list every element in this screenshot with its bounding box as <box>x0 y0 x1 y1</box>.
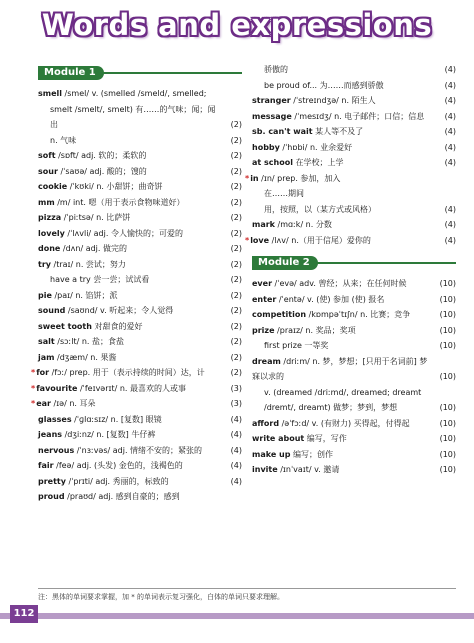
headword: fair <box>38 461 54 470</box>
headword: sound <box>38 306 66 315</box>
headword: lovely <box>38 228 65 238</box>
definition: /traɪ/ n. 尝试；努力 <box>50 259 126 269</box>
module-label: Module 1 <box>38 66 104 80</box>
headword: soft <box>38 151 56 160</box>
definition: 某人等不及了 <box>312 127 364 136</box>
definition: /praɪz/ n. 奖品；奖项 <box>274 325 356 335</box>
definition: /smel/ v. (smelled /smeld/, smelled; <box>62 89 207 98</box>
module-2-header <box>252 256 456 270</box>
definition: 对甜食的爱好 <box>91 321 143 331</box>
definition: /lʌv/ n.（用于信尾）爱你的 <box>269 235 371 245</box>
module-reference: (4) <box>230 445 242 455</box>
word-entry <box>38 195 242 211</box>
word-entry <box>38 102 242 133</box>
headword: favourite <box>36 383 78 393</box>
headword: in <box>250 173 259 183</box>
definition: have a try 尝一尝；试试看 <box>50 275 150 284</box>
module-reference: (10) <box>439 465 456 474</box>
headword: smell <box>38 89 63 98</box>
word-entry <box>38 303 242 319</box>
definition: /ˈlʌvli/ adj. 令人愉快的；可爱的 <box>64 228 183 238</box>
review-star-icon: * <box>245 173 250 183</box>
definition: /ˈevə/ adv. 曾经；从来；在任何时候 <box>272 279 407 288</box>
headword: message <box>252 111 292 121</box>
module-reference: (4) <box>230 476 242 486</box>
module-reference: (2) <box>230 151 242 160</box>
footer-divider <box>38 588 456 589</box>
definition: /ˈɡlɑːsɪz/ n. [复数] 眼镜 <box>71 414 162 424</box>
module-reference: (2) <box>230 306 242 315</box>
right-column <box>245 62 456 478</box>
definition: /feə/ adj. (头发) 金色的，浅褐色的 <box>53 461 183 470</box>
word-entry <box>38 164 242 180</box>
headword: for <box>36 368 50 377</box>
module-reference: (2) <box>230 244 242 253</box>
headword: done <box>38 244 61 253</box>
headword: proud <box>38 492 65 501</box>
left-entry-list <box>31 86 242 505</box>
definition: /ɪə/ n. 耳朵 <box>50 399 96 408</box>
headword: jam <box>38 352 55 362</box>
headword: mark <box>252 220 275 229</box>
headword: hobby <box>252 142 280 152</box>
module-reference: (10) <box>439 403 456 412</box>
definition: be proud of... 为……而感到骄傲 <box>264 80 384 90</box>
headword: ear <box>36 399 51 408</box>
definition: /ˈfeɪvərɪt/ n. 最喜欢的人或事 <box>77 383 187 393</box>
module-reference: (10) <box>439 310 456 319</box>
definition: /ˈentə/ v. (使) 参加 (使) 报名 <box>276 294 385 304</box>
headword: dream <box>252 356 281 366</box>
module-reference: (10) <box>439 279 456 288</box>
word-entry <box>245 233 456 249</box>
review-star-icon: * <box>31 368 36 377</box>
headword: at school <box>252 158 293 167</box>
module-label: Module 2 <box>252 256 318 270</box>
definition: 在……期间 <box>264 189 304 198</box>
definition: /m/ int. 嗯（用于表示食物味道好） <box>54 197 185 207</box>
module-reference: (2) <box>230 368 242 377</box>
module-reference: (4) <box>444 96 456 105</box>
page-title: Words and expressions <box>41 8 433 42</box>
headword: sweet tooth <box>38 321 92 331</box>
module-reference: (10) <box>439 434 456 443</box>
page-number: 112 <box>10 605 38 623</box>
definition: n. 气味 <box>50 135 77 145</box>
headword: pizza <box>38 213 62 222</box>
word-entry <box>38 443 242 459</box>
module-1-header <box>38 66 242 80</box>
headword: make up <box>252 449 291 459</box>
module-reference: (2) <box>230 259 242 269</box>
word-entry <box>252 276 456 292</box>
word-entry <box>252 140 456 156</box>
module-reference: (2) <box>230 135 242 145</box>
headword: love <box>250 235 270 245</box>
module-reference: (10) <box>439 449 456 459</box>
headword: pretty <box>38 476 66 486</box>
module-reference: (2) <box>230 275 242 284</box>
module-reference: (4) <box>230 461 242 470</box>
word-entry <box>38 334 242 350</box>
definition: /kɒmpəˈtɪʃn/ n. 比赛；竞争 <box>306 310 411 319</box>
module-reference: (2) <box>230 290 242 300</box>
word-entry <box>252 124 456 140</box>
definition: 用，按照，以（某方式或风格） <box>264 204 376 214</box>
definition: 在学校；上学 <box>292 158 344 167</box>
module-reference: (10) <box>439 418 456 428</box>
word-entry <box>252 338 456 354</box>
module-reference: (4) <box>444 204 456 214</box>
word-entry <box>252 385 456 416</box>
headword: salt <box>38 337 55 346</box>
word-entry <box>252 217 456 233</box>
word-entry <box>252 155 456 171</box>
module-reference: (4) <box>444 142 456 152</box>
headword: glasses <box>38 414 72 424</box>
module-reference: (4) <box>444 111 456 121</box>
module-reference: (4) <box>444 65 456 74</box>
module-reference: (2) <box>230 197 242 207</box>
definition: /əˈfɔːd/ v. (有财力) 买得起，付得起 <box>279 418 410 428</box>
definition: /dʒæm/ n. 果酱 <box>54 352 117 362</box>
word-entry <box>252 186 456 202</box>
headword: invite <box>252 465 278 474</box>
left-column <box>31 60 242 505</box>
definition: /dʒiːnz/ n. [复数] 牛仔裤 <box>62 430 156 439</box>
definition: /mɑːk/ n. 分数 <box>275 220 332 229</box>
definition: /ˈmesɪdʒ/ n. 电子邮件；口信；信息 <box>291 111 425 121</box>
definition: /ˈprɪti/ adj. 秀丽的，标致的 <box>65 476 169 486</box>
module-reference: (4) <box>230 414 242 424</box>
headword: sour <box>38 166 58 176</box>
definition: smelt /smelt/, smelt) 有……的气味；闻；闻出 <box>50 104 216 129</box>
headword: stranger <box>252 96 291 105</box>
word-entry <box>252 431 456 447</box>
definition: /ˈkʊki/ n. 小甜饼；曲奇饼 <box>67 182 163 191</box>
word-entry <box>38 226 242 242</box>
footer-note: 注：黑体的单词要求掌握，加 * 的单词表示复习强化，白体的单词只要求理解。 <box>38 593 284 601</box>
right-entry-list-top <box>245 62 456 248</box>
word-entry <box>38 474 242 490</box>
definition: 编写，写作 <box>304 434 347 443</box>
word-entry <box>252 109 456 125</box>
page-bar <box>0 605 474 623</box>
module-reference: (2) <box>230 120 242 129</box>
headword: jeans <box>38 430 63 439</box>
definition: 编写；创作 <box>290 449 334 459</box>
module-reference: (4) <box>444 80 456 90</box>
word-entry <box>38 210 242 226</box>
module-reference: (10) <box>439 341 456 350</box>
definition: /sɔːlt/ n. 盐；食盐 <box>54 337 124 346</box>
word-entry <box>38 179 242 195</box>
module-reference: (10) <box>439 325 456 335</box>
module-reference: (2) <box>230 213 242 222</box>
definition: /dʌn/ adj. 做完的 <box>60 244 127 253</box>
module-reference: (4) <box>230 430 242 439</box>
headword: nervous <box>38 445 75 455</box>
definition: /praʊd/ adj. 感到自豪的；感到 <box>64 492 180 501</box>
word-entry <box>38 489 242 505</box>
word-entry <box>252 292 456 308</box>
word-entry <box>252 202 456 218</box>
review-star-icon: * <box>245 235 250 245</box>
right-entry-list-bottom <box>252 276 456 478</box>
word-entry <box>252 62 456 78</box>
word-entry <box>252 323 456 339</box>
definition: /fɔː/ prep. 用于（表示持续的时间）达，计 <box>49 368 205 377</box>
word-entry <box>38 427 242 443</box>
definition: /ˈpiːtsə/ n. 比萨饼 <box>61 213 131 222</box>
word-entry <box>252 93 456 109</box>
module-reference: (2) <box>230 352 242 362</box>
module-reference: (4) <box>444 235 456 245</box>
definition: /ɪnˈvaɪt/ v. 邀请 <box>277 465 340 474</box>
definition: first prize 一等奖 <box>264 341 329 350</box>
word-entry <box>31 381 242 397</box>
review-star-icon: * <box>31 383 36 393</box>
module-reference: (10) <box>439 294 456 304</box>
module-reference: (2) <box>230 228 242 238</box>
word-entry <box>252 462 456 478</box>
word-entry <box>38 257 242 273</box>
headword: sb. can't wait <box>252 127 313 136</box>
word-entry <box>38 350 242 366</box>
definition: /driːm/ n. 梦，梦想；[只用于名词前] 梦寐以求的 <box>252 356 428 381</box>
headword: ever <box>252 279 273 288</box>
module-reference: (4) <box>444 127 456 136</box>
module-reference: (4) <box>444 158 456 167</box>
module-reference: (2) <box>230 166 242 176</box>
word-entry <box>38 272 242 288</box>
review-star-icon: * <box>31 399 36 408</box>
headword: enter <box>252 294 277 304</box>
module-reference: (3) <box>230 383 242 393</box>
headword: cookie <box>38 182 68 191</box>
word-entry <box>252 354 456 385</box>
page-bar-stripe <box>0 613 474 619</box>
definition: /ˈhɒbi/ n. 业余爱好 <box>279 142 353 152</box>
word-entry <box>38 458 242 474</box>
module-reference: (10) <box>439 372 456 381</box>
headword: try <box>38 259 51 269</box>
definition: v. (dreamed /driːmd/, dreamed; dreamt /dremt/, dreamt) 做梦；梦到，梦想 <box>264 387 422 412</box>
headword: pie <box>38 290 52 300</box>
word-entry <box>38 288 242 304</box>
definition: /ˈsaʊə/ adj. 酸的；馊的 <box>57 166 147 176</box>
word-entry <box>38 319 242 335</box>
definition: /ɪn/ prep. 参加，加入 <box>258 173 341 183</box>
word-entry <box>252 416 456 432</box>
module-reference: (2) <box>230 321 242 331</box>
headword: prize <box>252 325 275 335</box>
definition: /ˈnɜːvəs/ adj. 情绪不安的；紧张的 <box>74 445 203 455</box>
headword: write about <box>252 434 305 443</box>
definition: /saʊnd/ v. 听起来；令人觉得 <box>65 306 174 315</box>
definition: /sɒft/ adj. 软的；柔软的 <box>55 151 147 160</box>
word-entry <box>252 78 456 94</box>
word-entry <box>245 171 456 187</box>
word-entry <box>38 412 242 428</box>
module-reference: (2) <box>230 182 242 191</box>
word-entry <box>31 365 242 381</box>
word-entry <box>38 86 242 102</box>
definition: /ˈstreɪndʒə/ n. 陌生人 <box>290 96 376 105</box>
module-reference: (2) <box>230 337 242 346</box>
headword: afford <box>252 418 280 428</box>
definition: 骄傲的 <box>264 65 288 74</box>
word-entry <box>31 396 242 412</box>
module-reference: (4) <box>444 220 456 229</box>
headword: mm <box>38 197 55 207</box>
word-entry <box>38 133 242 149</box>
module-reference: (3) <box>230 399 242 408</box>
word-entry <box>38 148 242 164</box>
word-entry <box>252 307 456 323</box>
definition: /paɪ/ n. 馅饼；派 <box>51 290 118 300</box>
headword: competition <box>252 310 307 319</box>
word-entry <box>252 447 456 463</box>
word-entry <box>38 241 242 257</box>
